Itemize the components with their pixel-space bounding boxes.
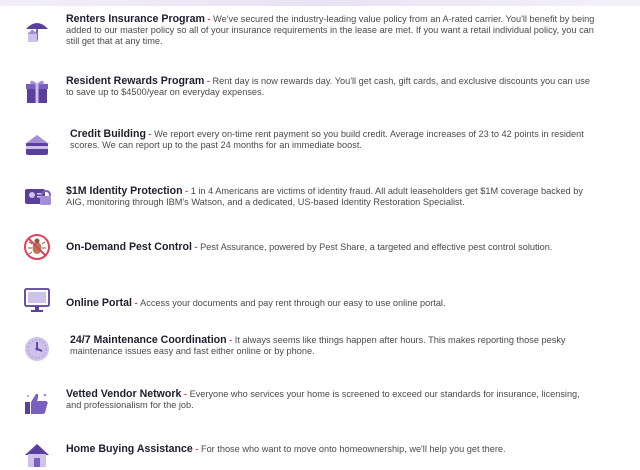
thumbs-up-icon bbox=[22, 389, 52, 419]
benefit-description: 1 in 4 Americans are victims of identity fraud. All adult leaseholders get $1M coverage backed by AIG, monitoring through IBM's Watson, and a dedicated, US-based Identity Restoration Specialist. bbox=[66, 186, 583, 208]
benefit-description: For those who want to move onto homeownership, we'll help you get there. bbox=[200, 444, 506, 454]
benefit-description: Rent day is now rewards day. You'll get cash, gift cards, and exclusive discounts you can use to save up to $4500/year on everyday expenses. bbox=[66, 76, 590, 98]
title-separator: - bbox=[131, 298, 141, 308]
monitor-icon bbox=[22, 285, 52, 315]
benefit-description: We report every on-time rent payment so you build credit. Average increases of 23 to 42 points in resident scores. We can report up to the past 24 months for an immediate boost. bbox=[70, 129, 584, 151]
title-separator: - bbox=[204, 14, 214, 24]
benefit-title: Vetted Vendor Network bbox=[66, 388, 182, 400]
benefit-description: Access your documents and pay rent through our easy to use online portal. bbox=[140, 298, 446, 308]
benefit-description: Pest Assurance, powered by Pest Share, a targeted and effective pest control solution. bbox=[200, 242, 553, 252]
benefit-title: Credit Building bbox=[70, 128, 146, 140]
title-separator: - bbox=[145, 129, 155, 139]
credit-card-icon bbox=[22, 129, 52, 159]
no-pest-icon bbox=[22, 232, 52, 262]
home-key-icon bbox=[22, 440, 52, 470]
benefit-title: 24/7 Maintenance Coordination bbox=[70, 334, 227, 346]
title-separator: - bbox=[181, 389, 190, 399]
title-separator: - bbox=[191, 242, 201, 252]
title-separator: - bbox=[182, 186, 191, 196]
benefit-description: We've secured the industry-leading value policy from an A-rated carrier. You'll benefit by being added to our master policy so all of your insurance requirements in the lease are met. If you want a retail individual policy, you can still get that at any time. bbox=[66, 14, 595, 47]
top-banner-strip bbox=[0, 0, 640, 6]
benefit-title: $1M Identity Protection bbox=[66, 185, 183, 197]
gift-icon bbox=[22, 76, 52, 106]
umbrella-house-icon bbox=[22, 16, 52, 46]
benefit-title: Renters Insurance Program bbox=[66, 13, 205, 25]
benefit-description: It always seems like things happen after hours. This makes reporting those pesky maintenance issues easy and fast either online or by phone. bbox=[70, 335, 566, 357]
identity-lock-icon bbox=[22, 180, 52, 210]
title-separator: - bbox=[226, 335, 235, 345]
clock-24-icon bbox=[22, 334, 52, 364]
benefit-title: Online Portal bbox=[66, 297, 132, 309]
title-separator: - bbox=[204, 76, 213, 86]
title-separator: - bbox=[192, 444, 201, 454]
benefit-title: On-Demand Pest Control bbox=[66, 241, 192, 253]
benefit-title: Home Buying Assistance bbox=[66, 443, 193, 455]
benefit-description: Everyone who services your home is screened to exceed our standards for insurance, licensing, and professionalism for the job. bbox=[66, 389, 580, 411]
benefit-title: Resident Rewards Program bbox=[66, 75, 205, 87]
